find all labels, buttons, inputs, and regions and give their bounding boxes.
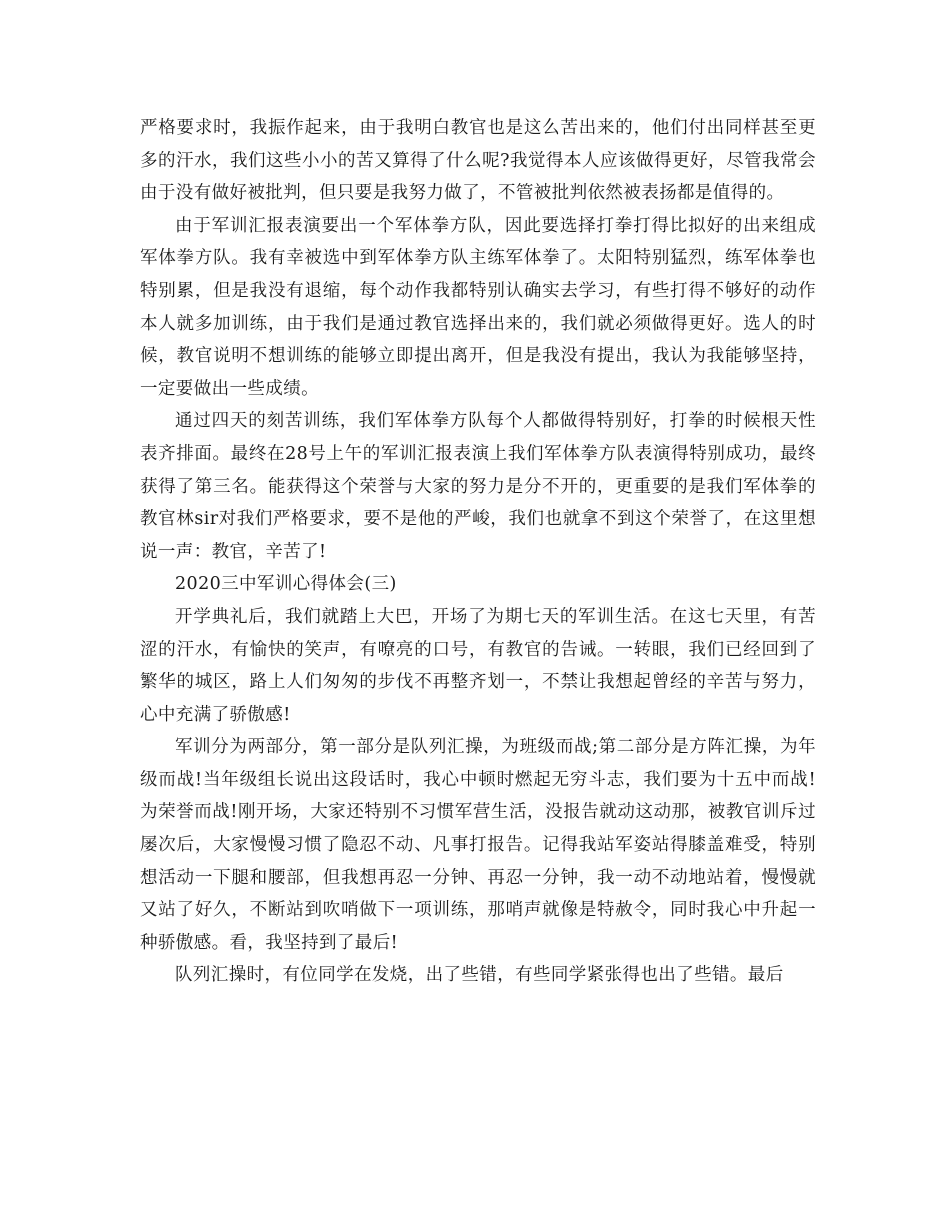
paragraph-boxing-team: 由于军训汇报表演要出一个军体拳方队，因此要选择打拳打得比拟好的出来组成军体拳方队。我有幸被选中到军体拳方队主练军体拳了。太阳特别猛烈，练军体拳也特别累，但是我没有退缩，每个动作我都特别认确实去学习，有些打得不够好的动作本人就多加训练，由于我们是通过教官选择出来的，我们就必须做得更好。选人的时候，教官说明不想训练的能够立即提出离开，但是我没有提出，我认为我能够坚持，一定要做出一些成绩。 <box>140 215 816 399</box>
paragraph-drill-performance: 队列汇操时，有位同学在发烧，出了些错，有些同学紧张得也出了些错。最后 <box>175 965 784 986</box>
document-body <box>140 112 816 992</box>
paragraph-drill-parts: 军训分为两部分，第一部分是队列汇操，为班级而战;第二部分是方阵汇操，为年级而战!当年级组长说出这段话时，我心中顿时燃起无穷斗志，我们要为十五中而战!为荣誉而战!刚开场，大家还特别不习惯军营生活，没报告就动这动那，被教官训斥过屡次后，大家慢慢习惯了隐忍不动、凡事打报告。记得我站军姿站得膝盖难受，特别想活动一下腿和腰部，但我想再忍一分钟、再忍一分钟，我一动不动地站着，慢慢就又站了好久，不断站到吹哨做下一项训练，那哨声就像是特赦令，同时我心中升起一种骄傲感。看，我坚持到了最后! <box>140 737 816 953</box>
section-heading: 2020三中军训心得体会(三) <box>175 574 397 595</box>
paragraph-training-result: 通过四天的刻苦训练，我们军体拳方队每个人都做得特别好，打拳的时候根天性表齐排面。最终在28号上午的军训汇报表演上我们军体拳方队表演得特别成功，最终获得了第三名。能获得这个荣誉与大家的努力是分不开的，更重要的是我们军体拳的教官林sir对我们严格要求，要不是他的严峻，我们也就拿不到这个荣誉了，在这里想说一声：教官，辛苦了! <box>140 411 816 562</box>
paragraph-opening: 开学典礼后，我们就踏上大巴，开场了为期七天的军训生活。在这七天里，有苦涩的汗水，有愉快的笑声，有嘹亮的口号，有教官的告诫。一转眼，我们已经回到了繁华的城区，路上人们匆匆的步伐不再整齐划一，不禁让我想起曾经的辛苦与努力，心中充满了骄傲感! <box>140 606 816 725</box>
paragraph-continuation: 严格要求时，我振作起来，由于我明白教官也是这么苦出来的，他们付出同样甚至更多的汗水，我们这些小小的苦又算得了什么呢?我觉得本人应该做得更好，尽管我常会由于没有做好被批判，但只要是我努力做了，不管被批判依然被表扬都是值得的。 <box>140 118 816 204</box>
